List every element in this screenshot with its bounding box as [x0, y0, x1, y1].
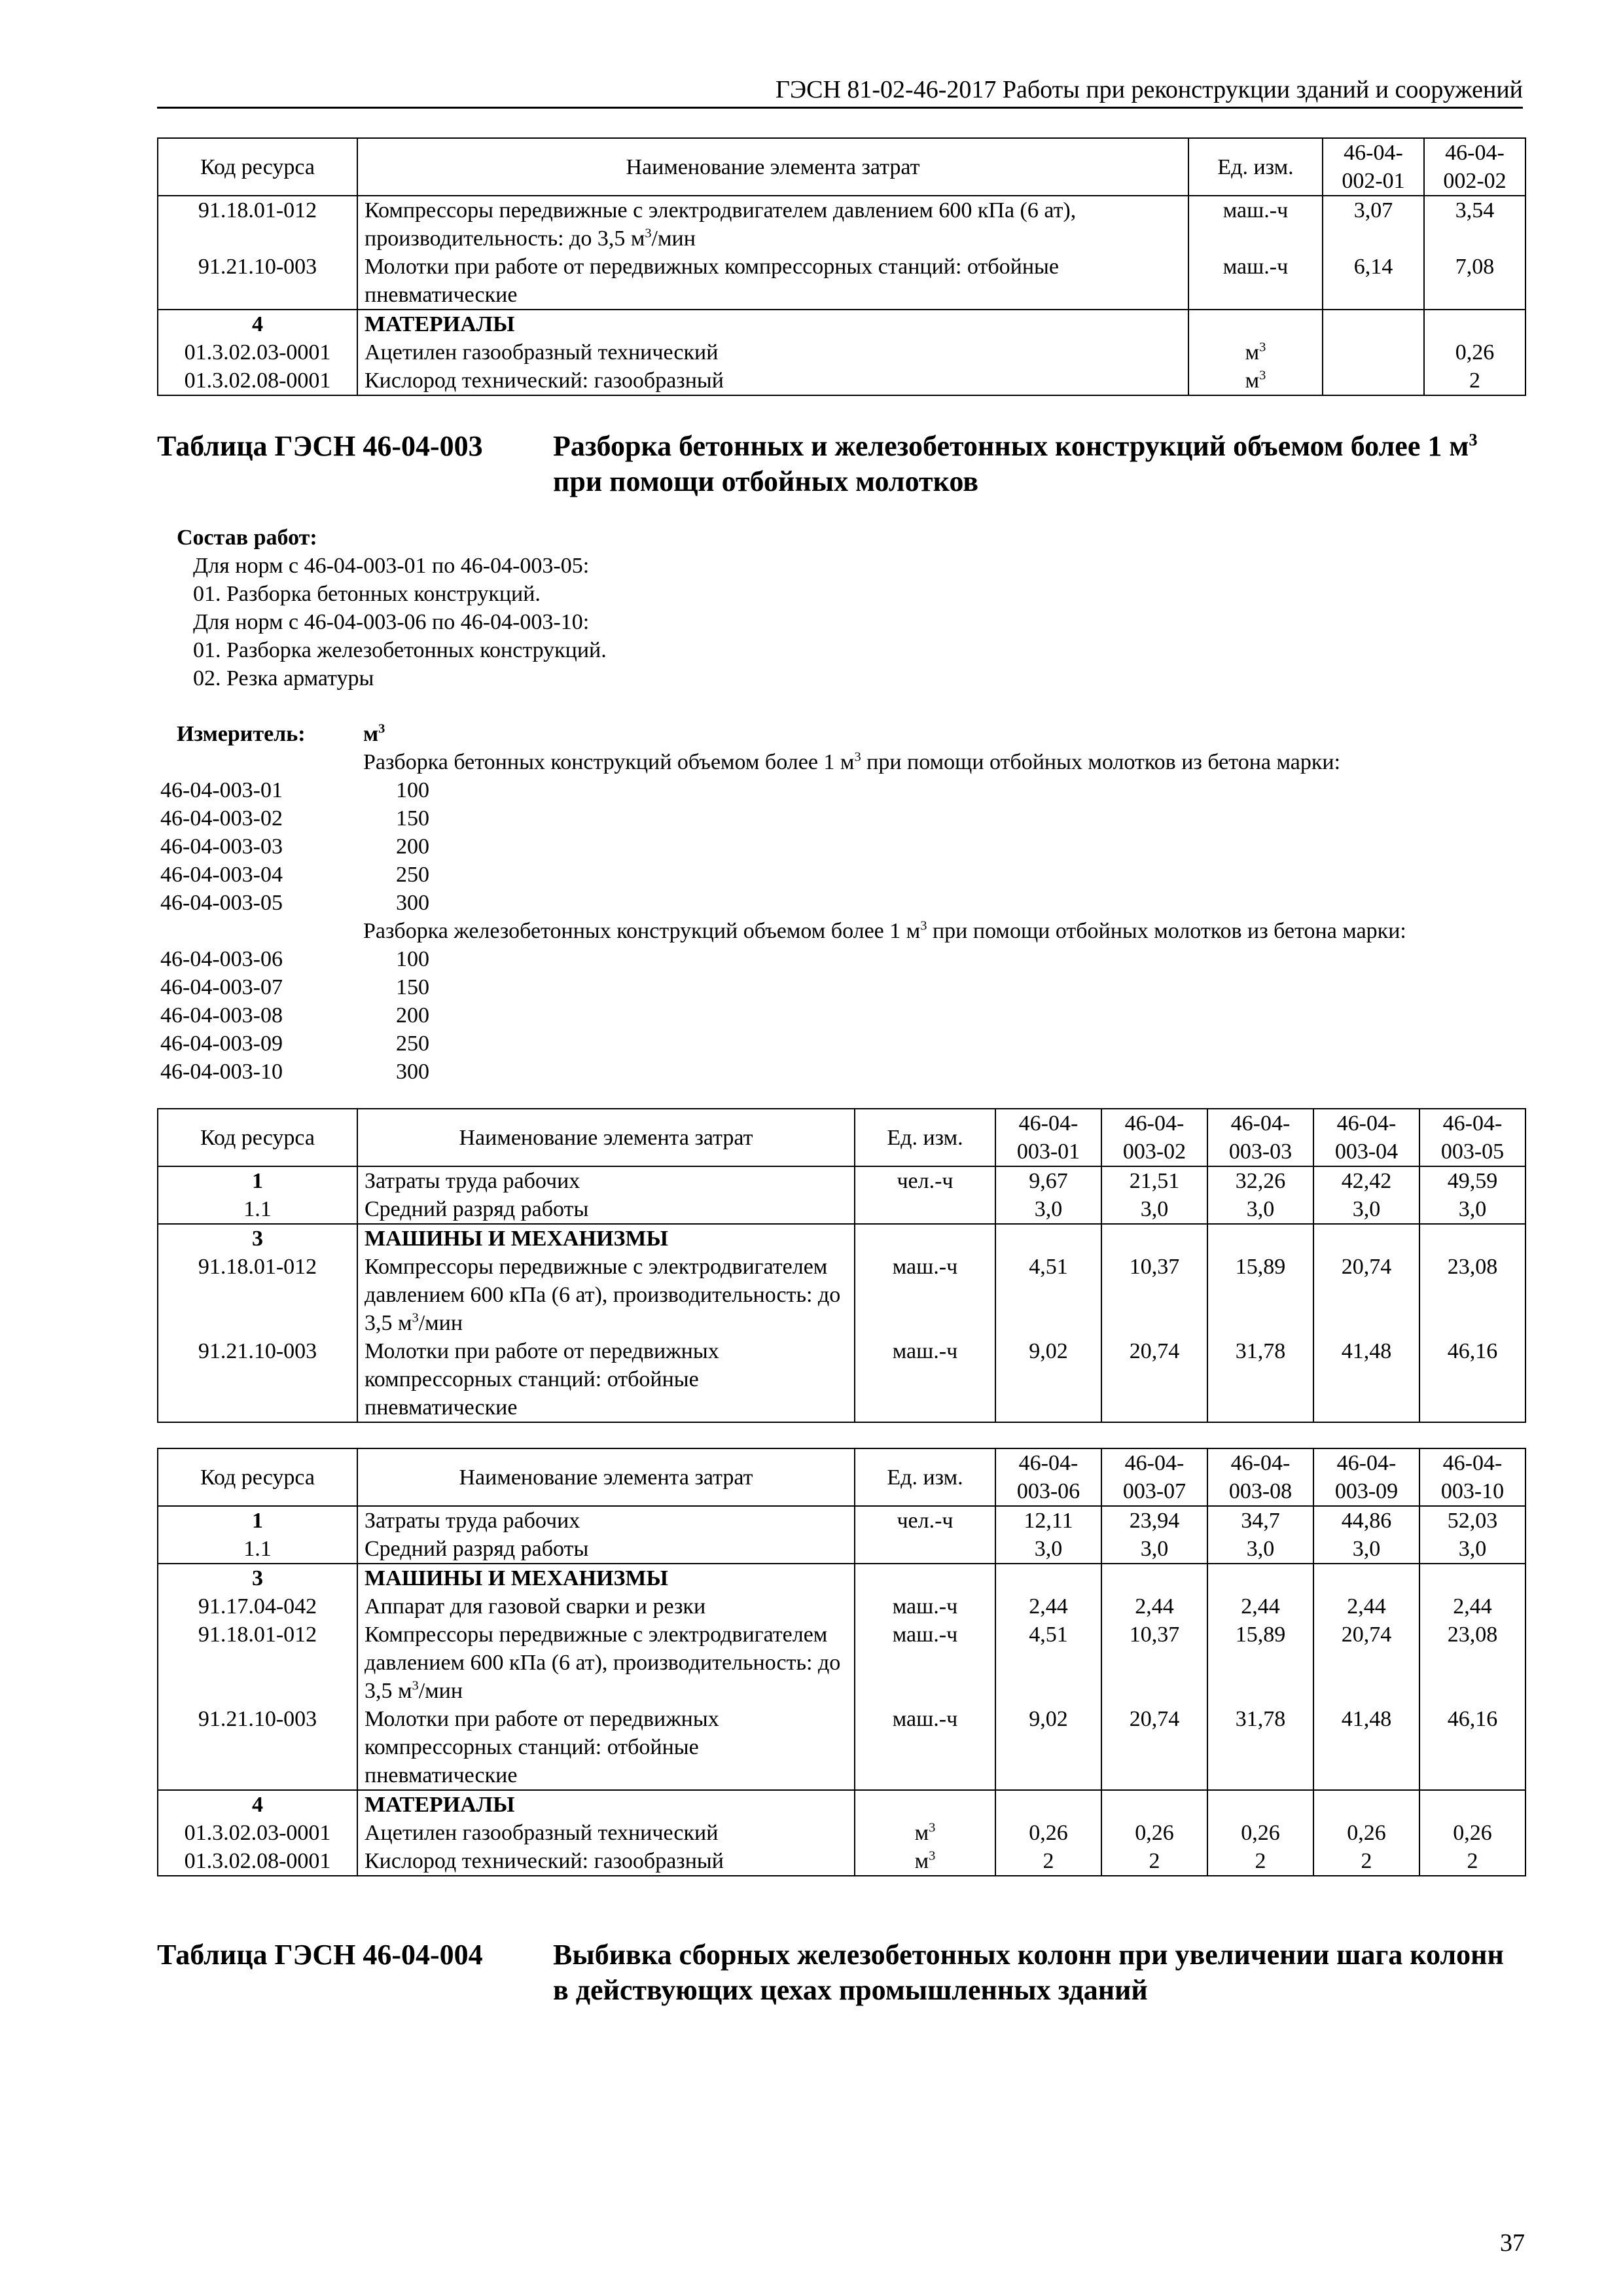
- header-col: 46-04-003-08: [1207, 1448, 1313, 1506]
- cell-value: 3,0: [1207, 1535, 1313, 1564]
- cell-value: 3,0: [1101, 1195, 1207, 1224]
- cell-value: [1313, 1564, 1419, 1592]
- cell-value: 2,44: [1313, 1592, 1419, 1621]
- cell-value: 52,03: [1419, 1506, 1525, 1535]
- cell-value: 20,74: [1313, 1621, 1419, 1705]
- cell-value: 3,0: [1313, 1535, 1419, 1564]
- table-label: Таблица ГЭСН 46-04-004: [157, 1939, 483, 1971]
- cell-value: [1419, 1564, 1525, 1592]
- cell-unit: $м^3$: [1188, 338, 1323, 367]
- cell-value: 10,37: [1101, 1621, 1207, 1705]
- cell-value: [1207, 1564, 1313, 1592]
- norm-grade: 150: [396, 975, 429, 999]
- cell-name: Молотки при работе от передвижных компрессорных станций: отбойные пневматические: [357, 1337, 855, 1422]
- cell-code: 01.3.02.08-0001: [158, 1847, 357, 1876]
- cell-name: Средний разряд работы: [357, 1535, 855, 1564]
- cell-value: 21,51: [1101, 1166, 1207, 1195]
- cell-value: 15,89: [1207, 1253, 1313, 1337]
- table-header-row: [158, 138, 1525, 196]
- cell-value: 3,0: [1207, 1195, 1313, 1224]
- cell-unit: чел.-ч: [855, 1166, 995, 1195]
- cell-value: [1424, 310, 1525, 338]
- header-code: Код ресурса: [158, 1448, 357, 1506]
- cell-name: МАТЕРИАЛЫ: [357, 1790, 855, 1819]
- cell-name: Средний разряд работы: [357, 1195, 855, 1224]
- cell-name: Компрессоры передвижные с электродвигателем давлением 600 кПа (6 ат), производительность: до 3,5 $м^3$/мин: [357, 1253, 855, 1337]
- cell-value: 9,67: [995, 1166, 1101, 1195]
- cell-value: [1419, 1790, 1525, 1819]
- cell-unit: чел.-ч: [855, 1506, 995, 1535]
- table-row: [158, 196, 1525, 253]
- cell-value: 4,51: [995, 1621, 1101, 1705]
- table-row: [158, 1790, 1525, 1819]
- cell-value: 15,89: [1207, 1621, 1313, 1705]
- table-row: [158, 1337, 1525, 1422]
- cell-value: 2: [1424, 367, 1525, 395]
- section-title-46-04-004: [157, 1937, 1525, 2009]
- cell-value: 2: [1419, 1847, 1525, 1876]
- cell-code: 91.21.10-003: [158, 1337, 357, 1422]
- cell-value: 2,44: [1419, 1592, 1525, 1621]
- cell-value: 9,02: [995, 1705, 1101, 1790]
- cell-value: 3,0: [1419, 1195, 1525, 1224]
- table-title: Выбивка сборных железобетонных колонн при увеличении шага колонн в действующих цехах промышленных зданий: [553, 1939, 1504, 2006]
- norm-grade: 100: [396, 778, 429, 802]
- table-row: [158, 253, 1525, 310]
- header-name: Наименование элемента затрат: [357, 1448, 855, 1506]
- work-line: 02. Резка арматуры: [193, 666, 374, 691]
- cell-value: 3,0: [1101, 1535, 1207, 1564]
- cell-code: 91.21.10-003: [158, 253, 357, 310]
- cell-name: Затраты труда рабочих: [357, 1166, 855, 1195]
- cell-value: 6,14: [1323, 253, 1424, 310]
- header-name: Наименование элемента затрат: [357, 138, 1188, 196]
- work-line: 01. Разборка железобетонных конструкций.: [193, 638, 607, 662]
- meter-unit: $м^3$: [363, 721, 385, 746]
- work-line: 01. Разборка бетонных конструкций.: [193, 582, 541, 606]
- norm-code: 46-04-003-03: [160, 834, 283, 859]
- table-header-row: [158, 1109, 1525, 1166]
- norm-code: 46-04-003-04: [160, 863, 283, 887]
- cell-unit: маш.-ч: [855, 1705, 995, 1790]
- cell-value: 3,0: [995, 1195, 1101, 1224]
- cell-code: 4: [158, 1790, 357, 1819]
- cell-code: 91.21.10-003: [158, 1705, 357, 1790]
- cell-unit: маш.-ч: [855, 1621, 995, 1705]
- header-col: 46-04-003-10: [1419, 1448, 1525, 1506]
- table-row: [158, 1564, 1525, 1592]
- table-row: [158, 1592, 1525, 1621]
- header-col: 46-04-002-01: [1323, 138, 1424, 196]
- table-title: Разборка бетонных и железобетонных конструкций объемом более 1 $м^3$ при помощи отбойных молотков: [553, 429, 1478, 497]
- norm-grade: 300: [396, 891, 429, 915]
- cell-name: Молотки при работе от передвижных компрессорных станций: отбойные пневматические: [357, 253, 1188, 310]
- cell-value: [1101, 1564, 1207, 1592]
- cell-value: 2,44: [1207, 1592, 1313, 1621]
- cell-unit: маш.-ч: [855, 1337, 995, 1422]
- cell-code: 4: [158, 310, 357, 338]
- cell-code: 91.17.04-042: [158, 1592, 357, 1621]
- cell-value: 20,74: [1101, 1705, 1207, 1790]
- header-col: 46-04-003-04: [1313, 1109, 1419, 1166]
- work-composition-list: [193, 552, 607, 692]
- cell-name: Ацетилен газообразный технический: [357, 338, 1188, 367]
- cell-code: 91.18.01-012: [158, 196, 357, 253]
- table-row: [158, 1705, 1525, 1790]
- table-row: [158, 1621, 1525, 1705]
- cell-value: [1313, 1224, 1419, 1253]
- header-col: 46-04-003-05: [1419, 1109, 1525, 1166]
- norm-code: 46-04-003-05: [160, 891, 283, 915]
- meter-label: Измеритель:: [177, 722, 306, 746]
- cell-name: Кислород технический: газообразный: [357, 1847, 855, 1876]
- cell-value: 20,74: [1101, 1337, 1207, 1422]
- cell-code: 01.3.02.03-0001: [158, 1819, 357, 1847]
- norm-code: 46-04-003-06: [160, 947, 283, 971]
- cell-name: Затраты труда рабочих: [357, 1506, 855, 1535]
- cell-value: [1313, 1790, 1419, 1819]
- cell-value: 23,94: [1101, 1506, 1207, 1535]
- norm-group-heading: Разборка бетонных конструкций объемом более 1 $м^3$ при помощи отбойных молотков из бетона марки:: [363, 749, 1341, 774]
- cell-value: 2: [1101, 1847, 1207, 1876]
- cell-value: 20,74: [1313, 1253, 1419, 1337]
- cell-value: 42,42: [1313, 1166, 1419, 1195]
- table-row: [158, 1166, 1525, 1195]
- cell-value: 2: [1207, 1847, 1313, 1876]
- header-code: Код ресурса: [158, 1109, 357, 1166]
- cell-value: [1323, 338, 1424, 367]
- norm-grade: 150: [396, 806, 429, 831]
- cell-value: 12,11: [995, 1506, 1101, 1535]
- cell-unit: $м^3$: [855, 1847, 995, 1876]
- cell-value: 7,08: [1424, 253, 1525, 310]
- table-row: [158, 1195, 1525, 1224]
- cell-value: 49,59: [1419, 1166, 1525, 1195]
- cell-value: 46,16: [1419, 1705, 1525, 1790]
- header-col: 46-04-003-09: [1313, 1448, 1419, 1506]
- cell-value: [1101, 1790, 1207, 1819]
- cell-value: 31,78: [1207, 1337, 1313, 1422]
- cell-name: Компрессоры передвижные с электродвигателем давлением 600 кПа (6 ат), производительность: до 3,5 $м^3$/мин: [357, 1621, 855, 1705]
- cell-code: 01.3.02.03-0001: [158, 338, 357, 367]
- cell-value: 32,26: [1207, 1166, 1313, 1195]
- norm-grade: 250: [396, 1031, 429, 1056]
- header-unit: Ед. изм.: [855, 1109, 995, 1166]
- norm-grade: 300: [396, 1060, 429, 1084]
- cell-unit: [855, 1195, 995, 1224]
- cell-value: 2: [995, 1847, 1101, 1876]
- header-unit: Ед. изм.: [1188, 138, 1323, 196]
- cell-unit: маш.-ч: [1188, 196, 1323, 253]
- header-col: 46-04-002-02: [1424, 138, 1525, 196]
- cell-unit: [855, 1535, 995, 1564]
- cell-name: МАШИНЫ И МЕХАНИЗМЫ: [357, 1564, 855, 1592]
- table-header-row: [158, 1448, 1525, 1506]
- cell-value: 9,02: [995, 1337, 1101, 1422]
- cell-value: 2,44: [1101, 1592, 1207, 1621]
- cell-value: [995, 1564, 1101, 1592]
- cell-value: 41,48: [1313, 1337, 1419, 1422]
- cell-value: [1207, 1224, 1313, 1253]
- cell-unit: [855, 1224, 995, 1253]
- cell-value: 46,16: [1419, 1337, 1525, 1422]
- cell-value: 0,26: [1313, 1819, 1419, 1847]
- cell-value: [1323, 367, 1424, 395]
- cell-value: 0,26: [1101, 1819, 1207, 1847]
- table-row: [158, 1224, 1525, 1253]
- norm-grade: 200: [396, 1003, 429, 1028]
- cell-value: 4,51: [995, 1253, 1101, 1337]
- header-name: Наименование элемента затрат: [357, 1109, 855, 1166]
- table-row: [158, 1506, 1525, 1535]
- cell-value: 3,0: [1419, 1535, 1525, 1564]
- cell-unit: [855, 1790, 995, 1819]
- cell-value: 3,07: [1323, 196, 1424, 253]
- table-46-04-003-06-10: [157, 1448, 1526, 1876]
- cell-value: 2: [1313, 1847, 1419, 1876]
- cell-value: [1419, 1224, 1525, 1253]
- cell-value: [1207, 1790, 1313, 1819]
- cell-code: 1.1: [158, 1195, 357, 1224]
- cell-name: Молотки при работе от передвижных компрессорных станций: отбойные пневматические: [357, 1705, 855, 1790]
- cell-value: [1323, 310, 1424, 338]
- cell-name: МАТЕРИАЛЫ: [357, 310, 1188, 338]
- table-46-04-003-01-05: [157, 1108, 1526, 1423]
- cell-unit: маш.-ч: [855, 1592, 995, 1621]
- cell-value: 3,0: [995, 1535, 1101, 1564]
- header-col: 46-04-003-06: [995, 1448, 1101, 1506]
- cell-code: 1.1: [158, 1535, 357, 1564]
- header-code: Код ресурса: [158, 138, 357, 196]
- cell-name: МАШИНЫ И МЕХАНИЗМЫ: [357, 1224, 855, 1253]
- cell-name: Компрессоры передвижные с электродвигателем давлением 600 кПа (6 ат), производительность: до 3,5 $м^3$/мин: [357, 196, 1188, 253]
- work-composition-heading: Состав работ:: [177, 526, 317, 550]
- running-header: ГЭСН 81-02-46-2017 Работы при реконструкции зданий и сооружений: [157, 74, 1523, 109]
- cell-value: 3,0: [1313, 1195, 1419, 1224]
- table-row: [158, 367, 1525, 395]
- table-row: [158, 1819, 1525, 1847]
- cell-code: 91.18.01-012: [158, 1253, 357, 1337]
- cell-value: 44,86: [1313, 1506, 1419, 1535]
- table-row: [158, 310, 1525, 338]
- cell-code: 91.18.01-012: [158, 1621, 357, 1705]
- cell-name: Кислород технический: газообразный: [357, 367, 1188, 395]
- cell-value: 10,37: [1101, 1253, 1207, 1337]
- norm-grade: 250: [396, 863, 429, 887]
- table-label: Таблица ГЭСН 46-04-003: [157, 430, 483, 462]
- work-line: Для норм с 46-04-003-01 по 46-04-003-05:: [193, 554, 590, 578]
- cell-unit: маш.-ч: [1188, 253, 1323, 310]
- cell-code: 01.3.02.08-0001: [158, 367, 357, 395]
- cell-code: 3: [158, 1224, 357, 1253]
- norm-code: 46-04-003-09: [160, 1031, 283, 1056]
- cell-value: [995, 1224, 1101, 1253]
- cell-value: 23,08: [1419, 1253, 1525, 1337]
- cell-code: 3: [158, 1564, 357, 1592]
- norm-code: 46-04-003-10: [160, 1060, 283, 1084]
- header-col: 46-04-003-03: [1207, 1109, 1313, 1166]
- cell-unit: [1188, 310, 1323, 338]
- header-col: 46-04-003-02: [1101, 1109, 1207, 1166]
- cell-unit: [855, 1564, 995, 1592]
- cell-name: Ацетилен газообразный технический: [357, 1819, 855, 1847]
- work-line: Для норм с 46-04-003-06 по 46-04-003-10:: [193, 610, 590, 634]
- table-row: [158, 338, 1525, 367]
- norm-code: 46-04-003-02: [160, 806, 283, 831]
- table-row: [158, 1847, 1525, 1876]
- cell-value: [995, 1790, 1101, 1819]
- page-number: 37: [1500, 2229, 1525, 2257]
- cell-value: [1101, 1224, 1207, 1253]
- cell-value: 2,44: [995, 1592, 1101, 1621]
- table-46-04-002: [157, 137, 1526, 396]
- cell-value: 31,78: [1207, 1705, 1313, 1790]
- norm-group-heading: Разборка железобетонных конструкций объемом более 1 $м^3$ при помощи отбойных молотков из бетона марки:: [363, 918, 1406, 943]
- cell-unit: $м^3$: [855, 1819, 995, 1847]
- cell-unit: $м^3$: [1188, 367, 1323, 395]
- header-col: 46-04-003-07: [1101, 1448, 1207, 1506]
- cell-value: 34,7: [1207, 1506, 1313, 1535]
- cell-value: 0,26: [995, 1819, 1101, 1847]
- norm-code: 46-04-003-07: [160, 975, 283, 999]
- cell-code: 1: [158, 1506, 357, 1535]
- cell-code: 1: [158, 1166, 357, 1195]
- section-title-46-04-003: [157, 429, 1525, 501]
- cell-value: 3,54: [1424, 196, 1525, 253]
- cell-value: 0,26: [1419, 1819, 1525, 1847]
- norm-code: 46-04-003-01: [160, 778, 283, 802]
- header-col: 46-04-003-01: [995, 1109, 1101, 1166]
- cell-value: 0,26: [1207, 1819, 1313, 1847]
- norm-grade: 200: [396, 834, 429, 859]
- cell-name: Аппарат для газовой сварки и резки: [357, 1592, 855, 1621]
- norm-grade: 100: [396, 947, 429, 971]
- norm-code: 46-04-003-08: [160, 1003, 283, 1028]
- cell-unit: маш.-ч: [855, 1253, 995, 1337]
- table-row: [158, 1253, 1525, 1337]
- cell-value: 23,08: [1419, 1621, 1525, 1705]
- cell-value: 0,26: [1424, 338, 1525, 367]
- table-row: [158, 1535, 1525, 1564]
- header-unit: Ед. изм.: [855, 1448, 995, 1506]
- cell-value: 41,48: [1313, 1705, 1419, 1790]
